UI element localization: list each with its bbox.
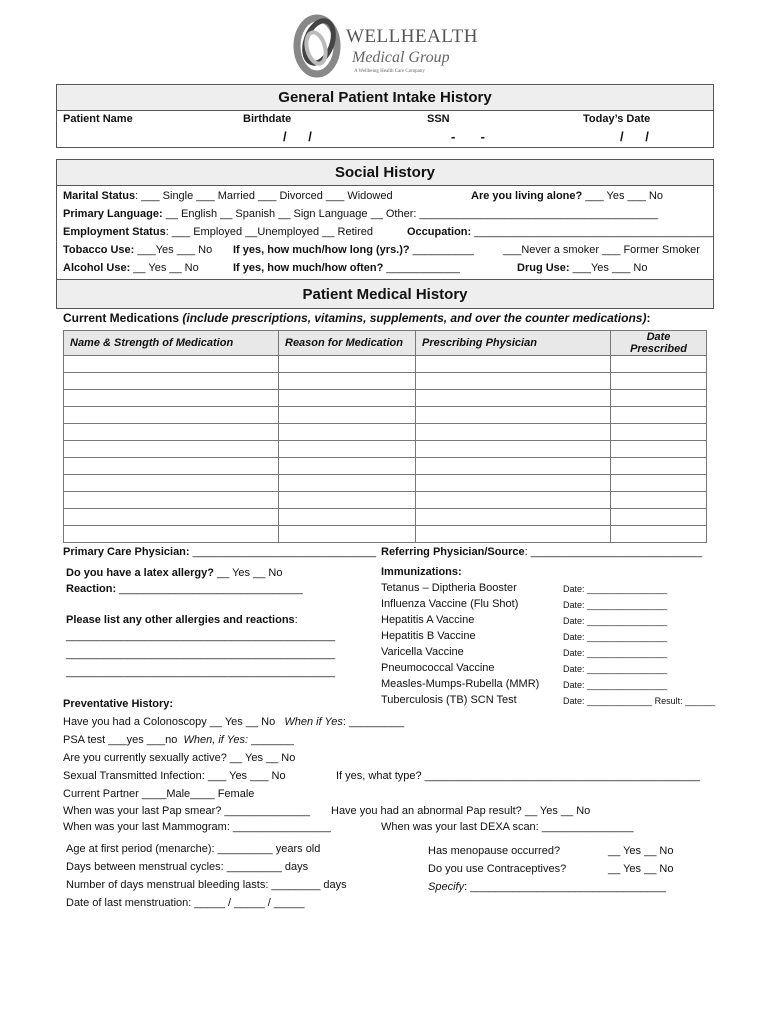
primary-care-row[interactable] [63, 546, 376, 558]
cycle-days-row[interactable]: Days between menstrual cycles: _________ days [66, 861, 309, 873]
social-header: Social History [56, 159, 714, 186]
table-cell[interactable] [64, 356, 279, 373]
table-cell[interactable] [279, 407, 416, 424]
sti-row[interactable]: Sexual Transmitted Infection: ___ Yes ___ No [63, 770, 286, 782]
drug-use-row[interactable] [517, 262, 647, 274]
table-row [64, 526, 707, 543]
col-physician: Prescribing Physician [416, 331, 611, 356]
occupation-field[interactable]: _______________________________________ [471, 226, 713, 238]
table-row [64, 492, 707, 509]
latex-allergy-options[interactable]: __ Yes __ No [213, 567, 283, 579]
preventative-title: Preventative History: [63, 698, 174, 710]
latex-allergy-label: Do you have a latex allergy? [66, 567, 214, 579]
table-cell[interactable] [64, 373, 279, 390]
drug-use-label: Drug Use: [517, 262, 570, 274]
latex-allergy-row[interactable] [66, 567, 282, 579]
table-cell[interactable] [64, 390, 279, 407]
table-cell[interactable] [64, 492, 279, 509]
employment-row[interactable] [63, 226, 373, 238]
alcohol-options[interactable]: __ Yes __ No [130, 262, 199, 274]
table-cell[interactable] [279, 526, 416, 543]
logo [290, 12, 478, 82]
immunization-name: Tetanus – Diptheria Booster [381, 582, 517, 594]
other-allergies-label: Please list any other allergies and reactions [66, 614, 295, 626]
tobacco-options[interactable]: ___Yes ___ No [134, 244, 213, 256]
table-cell[interactable] [611, 492, 707, 509]
other-allergies-line-3[interactable]: ____________________________________________ [66, 666, 336, 678]
table-cell[interactable] [279, 390, 416, 407]
smoker-status-options[interactable]: ___Never a smoker ___ Former Smoker [503, 244, 700, 256]
meds-suffix: : [646, 311, 651, 325]
other-allergies-colon: : [294, 614, 298, 626]
pap-smear-row[interactable]: When was your last Pap smear? ______________ [63, 805, 311, 817]
current-medications-heading [63, 311, 650, 325]
table-cell[interactable] [611, 526, 707, 543]
primary-language-options[interactable]: __ English __ Spanish __ Sign Language __ Other: _______________________________________ [162, 208, 659, 220]
specify-field[interactable]: : ________________________________ [464, 881, 666, 893]
medical-header: Patient Medical History [56, 279, 714, 309]
specify-label: Specify [428, 881, 465, 893]
table-row [64, 356, 707, 373]
tobacco-label: Tobacco Use: [63, 244, 135, 256]
immunizations-title: Immunizations: [381, 566, 462, 578]
sexually-active-row[interactable]: Are you currently sexually active? __ Yes __ No [63, 752, 296, 764]
specify-row[interactable] [428, 881, 666, 893]
tobacco-amount-field[interactable]: __________ [409, 244, 474, 256]
table-cell[interactable] [279, 424, 416, 441]
psa-row[interactable] [63, 734, 294, 746]
table-cell[interactable] [416, 407, 611, 424]
table-row [64, 424, 707, 441]
primary-care-field[interactable]: ______________________________ [189, 546, 377, 558]
table-row [64, 373, 707, 390]
tobacco-amount-label: If yes, how much/how long (yrs.)? [233, 244, 410, 256]
ssn-field[interactable]: - - [451, 129, 485, 144]
immunization-date-field[interactable]: Date: ________________ [563, 600, 668, 610]
occupation-row[interactable] [407, 226, 713, 238]
abnormal-pap-row[interactable]: Have you had an abnormal Pap result? __ Yes __ No [331, 805, 591, 817]
immunization-name: Measles-Mumps-Rubella (MMR) [381, 678, 540, 690]
table-cell[interactable] [416, 390, 611, 407]
immunization-name: Tuberculosis (TB) SCN Test [381, 694, 517, 706]
patient-name-label: Patient Name [63, 113, 133, 125]
sti-type-row[interactable]: If yes, what type? _____________________________________________ [336, 770, 700, 782]
immunization-name: Varicella Vaccine [381, 646, 464, 658]
table-cell[interactable] [611, 356, 707, 373]
table-cell[interactable] [416, 373, 611, 390]
dexa-row[interactable]: When was your last DEXA scan: _______________ [381, 821, 634, 833]
occupation-label: Occupation: [407, 226, 472, 238]
tobacco-row[interactable] [63, 244, 212, 256]
psa-options[interactable]: PSA test ___yes ___no [63, 734, 178, 746]
ssn-label: SSN [427, 113, 450, 125]
other-allergies-line-1[interactable]: ____________________________________________ [66, 630, 336, 642]
logo-emblem-icon [290, 12, 346, 78]
contraceptives-options[interactable]: __ Yes __ No [608, 863, 674, 875]
table-cell[interactable] [416, 526, 611, 543]
table-row [64, 458, 707, 475]
logo-tagline: A Wellbeing Health Care Company [354, 69, 425, 74]
current-partner-row[interactable]: Current Partner ____Male____ Female [63, 788, 255, 800]
tobacco-amount-row[interactable] [233, 244, 474, 256]
table-cell[interactable] [279, 458, 416, 475]
immunization-date-field[interactable]: Date: ________________ [563, 632, 668, 642]
mammogram-row[interactable]: When was your last Mammogram: ________________ [63, 821, 331, 833]
other-allergies-row [66, 614, 298, 626]
immunization-date-field[interactable]: Date: ________________ [563, 648, 668, 658]
table-cell[interactable] [416, 492, 611, 509]
table-cell[interactable] [279, 475, 416, 492]
psa-when-label: When, if Yes: [183, 734, 249, 746]
table-cell[interactable] [279, 492, 416, 509]
table-cell[interactable] [279, 509, 416, 526]
meds-italic: (include prescriptions, vitamins, supplements, and over the counter medications) [182, 311, 647, 325]
table-cell[interactable] [416, 458, 611, 475]
table-header-row [64, 331, 707, 356]
alcohol-amount-row[interactable] [233, 262, 460, 274]
marital-status-row[interactable] [63, 190, 393, 202]
immunization-name: Hepatitis A Vaccine [381, 614, 475, 626]
intake-header: General Patient Intake History [56, 84, 714, 111]
menarche-row[interactable]: Age at first period (menarche): _________ years old [66, 843, 321, 855]
table-cell[interactable] [611, 458, 707, 475]
logo-brand-script: Medical Group [352, 49, 450, 66]
immunization-date-field[interactable]: Date: ________________ [563, 584, 668, 594]
primary-language-row[interactable] [63, 208, 658, 220]
living-alone-row[interactable] [471, 190, 663, 202]
table-cell[interactable] [416, 509, 611, 526]
table-cell[interactable] [611, 441, 707, 458]
immunization-name: Pneumococcal Vaccine [381, 662, 495, 674]
primary-language-label: Primary Language: [63, 208, 163, 220]
table-cell[interactable] [611, 424, 707, 441]
immunization-name: Hepatitis B Vaccine [381, 630, 476, 642]
col-reason: Reason for Medication [279, 331, 416, 356]
referring-label: Referring Physician/Source [381, 546, 525, 558]
last-menstruation-row[interactable]: Date of last menstruation: _____ / _____ / _____ [66, 897, 305, 909]
employment-options[interactable]: : ___ Employed __Unemployed __ Retired [165, 226, 373, 238]
other-allergies-line-2[interactable]: ____________________________________________ [66, 648, 336, 660]
menopause-options[interactable]: __ Yes __ No [608, 845, 674, 857]
table-cell[interactable] [279, 356, 416, 373]
contraceptives-question: Do you use Contraceptives? [428, 863, 567, 875]
table-row [64, 509, 707, 526]
living-alone-label: Are you living alone? [471, 190, 583, 202]
table-cell[interactable] [416, 475, 611, 492]
medications-table [63, 330, 707, 543]
alcohol-row[interactable] [63, 262, 199, 274]
reaction-row[interactable] [66, 583, 303, 595]
immunization-name: Influenza Vaccine (Flu Shot) [381, 598, 519, 610]
menopause-question: Has menopause occurred? [428, 845, 561, 857]
table-row [64, 475, 707, 492]
referring-field[interactable]: : ____________________________ [524, 546, 703, 558]
birthdate-field[interactable]: / / [283, 129, 312, 144]
immunization-date-field[interactable]: Date: ________________ [563, 680, 668, 690]
table-cell[interactable] [64, 458, 279, 475]
referring-row[interactable] [381, 546, 702, 558]
table-cell[interactable] [611, 373, 707, 390]
table-cell[interactable] [64, 441, 279, 458]
table-row [64, 390, 707, 407]
meds-prefix: Current Medications [63, 311, 183, 325]
alcohol-amount-field[interactable]: ____________ [383, 262, 460, 274]
table-cell[interactable] [611, 509, 707, 526]
table-cell[interactable] [64, 424, 279, 441]
table-cell[interactable] [279, 441, 416, 458]
reaction-label: Reaction: [66, 583, 117, 595]
table-cell[interactable] [416, 424, 611, 441]
table-cell[interactable] [64, 407, 279, 424]
table-row [64, 407, 707, 424]
alcohol-amount-label: If yes, how much/how often? [233, 262, 384, 274]
drug-use-options[interactable]: ___Yes ___ No [569, 262, 648, 274]
marital-status-options[interactable]: : ___ Single ___ Married ___ Divorced ___ Widowed [135, 190, 393, 202]
birthdate-label: Birthdate [243, 113, 292, 125]
table-cell[interactable] [416, 356, 611, 373]
table-cell[interactable] [611, 407, 707, 424]
table-cell[interactable] [64, 526, 279, 543]
todays-date-label: Today’s Date [583, 113, 651, 125]
table-cell[interactable] [416, 441, 611, 458]
todays-date-field[interactable]: / / [620, 129, 649, 144]
table-cell[interactable] [279, 373, 416, 390]
immunization-date-field[interactable]: Date: ________________ [563, 664, 668, 674]
table-cell[interactable] [64, 475, 279, 492]
bleeding-days-row[interactable]: Number of days menstrual bleeding lasts: ________ days [66, 879, 347, 891]
colonoscopy-when-label: When if Yes [284, 716, 343, 728]
col-name-strength: Name & Strength of Medication [64, 331, 279, 356]
reaction-field[interactable]: ______________________________ [116, 583, 303, 595]
marital-status-label: Marital Status [63, 190, 136, 202]
alcohol-label: Alcohol Use: [63, 262, 131, 274]
table-row [64, 441, 707, 458]
psa-when-field[interactable]: _______ [248, 734, 294, 746]
colonoscopy-row[interactable] [63, 716, 404, 728]
table-cell[interactable] [611, 475, 707, 492]
immunization-date-field[interactable]: Date: ________________ [563, 616, 668, 626]
primary-care-label: Primary Care Physician: [63, 546, 190, 558]
living-alone-options[interactable]: ___ Yes ___ No [582, 190, 663, 202]
logo-brand-top: WELLHEALTH [346, 26, 478, 47]
table-cell[interactable] [611, 390, 707, 407]
employment-label: Employment Status [63, 226, 166, 238]
colonoscopy-options[interactable]: Have you had a Colonoscopy __ Yes __ No [63, 716, 276, 728]
colonoscopy-when-field[interactable]: : _________ [342, 716, 405, 728]
col-date-prescribed: Date Prescribed [611, 331, 707, 356]
table-cell[interactable] [64, 509, 279, 526]
immunization-date-field[interactable]: Date: _____________ Result: ______ [563, 696, 716, 706]
